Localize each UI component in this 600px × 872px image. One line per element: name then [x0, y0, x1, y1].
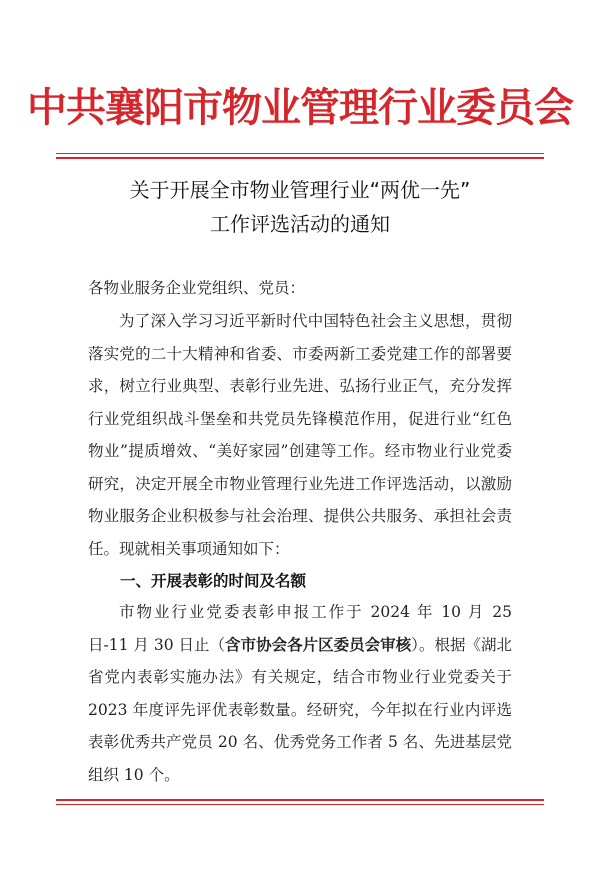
paragraph-section-1 [88, 596, 512, 791]
document-title-line-2: 工作评选活动的通知 [210, 212, 390, 236]
section-heading-1: 一、开展表彰的时间及名额 [120, 572, 307, 590]
paragraph-section-1-text-b: ）。根据《湖北省党内表彰实施办法》有关规定，结合市物业行业党委关于 2023 年度评先评优表彰数量。经研究，今年拟在行业内评选表彰优秀共产党员 20 名、优秀党务工作者 5 名、先进基层党组织 10 个。 [88, 635, 512, 784]
document-title-line-1: 关于开展全市物业管理行业“两优一先” [129, 178, 471, 202]
header-rule-bottom [56, 157, 544, 159]
paragraph-section-1-text-a: 市物业行业党委表彰申报工作于 2024 年 10 月 25 日-11 月 30 日止（ [88, 603, 512, 654]
paragraph-section-1-bold: 含市协会各片区委员会审核 [225, 635, 412, 654]
organization-header: 中共襄阳市物业管理行业委员会 [27, 84, 573, 131]
paragraph-intro: 为了深入学习习近平新时代中国特色社会主义思想，贯彻落实党的二十大精神和省委、市委两新工委党建工作的部署要求，树立行业典型、表彰行业先进、弘扬行业正气，充分发挥行业党组织战斗堡垒和共党员先锋模范作用，促进行业“红色物业”提质增效、“美好家园”创建等工作。经市物业行业党委研究，决定开展全市物业管理行业先进工作评选活动，以激励物业服务企业积极参与社会治理、提供公共服务、承担社会责任。现就相关事项通知如下： [88, 312, 512, 558]
salutation: 各物业服务企业党组织、党员： [88, 279, 306, 297]
footer-rule-top [56, 799, 544, 801]
header-rule-top [56, 153, 544, 154]
footer-rule-bottom [56, 804, 544, 805]
